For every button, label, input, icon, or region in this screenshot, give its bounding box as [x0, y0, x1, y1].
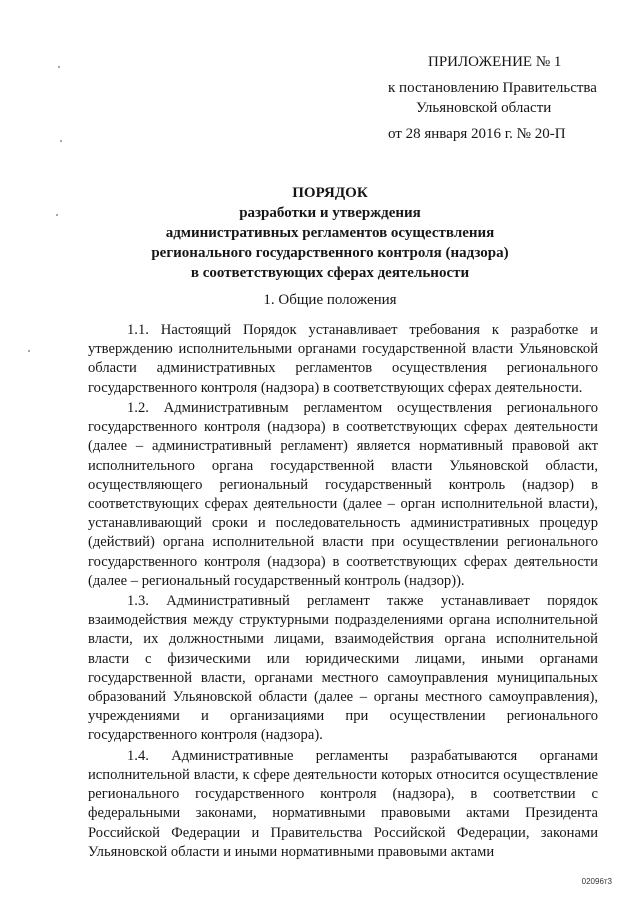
title-line: разработки и утверждения: [239, 205, 421, 221]
title-line: регионального государственного контроля (надзора): [151, 245, 509, 261]
paragraph: 1.4. Административные регламенты разрабатываются органами исполнительной власти, к сфере деятельности которых относится осуществление регионального государственного контроля (надзора), в соответствии с федеральными законами, нормативными правовыми актами Президента Российской Федерации и Правительства Российской Федерации, законами Ульяновской области и иными нормативными правовыми актами: [88, 747, 598, 860]
appendix-title: ПРИЛОЖЕНИЕ № 1: [428, 54, 562, 70]
scan-artifact: [56, 214, 58, 216]
scan-artifact: [58, 66, 60, 68]
document-body: [88, 321, 598, 863]
document-title: [60, 183, 600, 283]
paragraph: 1.1. Настоящий Порядок устанавливает требования к разработке и утверждению исполнительными органами государственной власти Ульяновской области административных регламентов осуществления регионального государственного контроля (надзора) в соответствующих сферах деятельности.: [88, 322, 598, 396]
section-heading: 1. Общие положения: [263, 292, 397, 308]
paragraph: 1.3. Административный регламент также устанавливает порядок взаимодействия между структурными подразделениями органа исполнительной власти, их должностными лицами, взаимодействия органа исполнительной власти с физическими или юридическими лицами, иными органами государственной власти, органами местного самоуправления муниципальных образований Ульяновской области (далее – органы местного самоуправления), учреждениями и организациями при осуществлении регионального государственного контроля (надзора).: [88, 593, 598, 744]
appendix-date-line: от 28 января 2016 г. № 20-П: [388, 126, 566, 142]
title-line: в соответствующих сферах деятельности: [190, 265, 470, 281]
paragraph: 1.2. Административным регламентом осуществления регионального государственного контроля (надзора) в соответствующих сферах деятельности (далее – административный регламент) является нормативный правовой акт исполнительного органа государственной власти Ульяновской области, осуществляющего региональный государственный контроль (надзор) в соответствующих сферах деятельности (далее – орган исполнительной власти), устанавливающий сроки и последовательность административных процедур (действий) органа исполнительной власти при осуществлении регионального государственного контроля (надзора) в соответствующих сферах деятельности (далее – региональный государственный контроль (надзор)).: [88, 399, 598, 589]
appendix-resolution-line: к постановлению Правительства: [388, 80, 597, 96]
appendix-region-line: Ульяновской области: [416, 100, 552, 116]
title-line: ПОРЯДОК: [292, 185, 368, 201]
scan-artifact: [28, 350, 30, 352]
scan-artifact: [60, 140, 62, 142]
document-code: 02096т3: [581, 877, 612, 886]
title-line: административных регламентов осуществления: [165, 225, 495, 241]
